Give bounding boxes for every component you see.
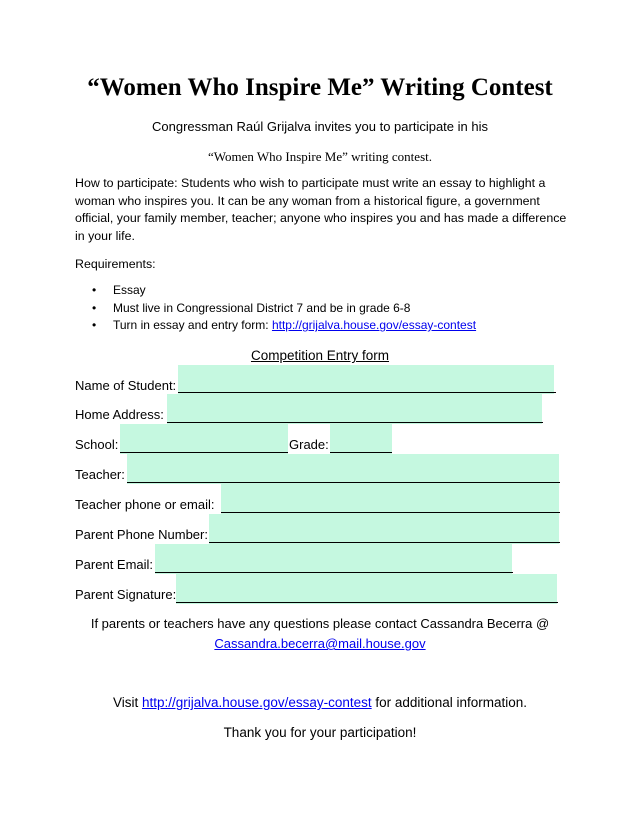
teacher-contact-field[interactable] xyxy=(221,484,559,514)
parent-phone-underline xyxy=(209,542,560,543)
parent-signature-label: Parent Signature: xyxy=(75,587,177,602)
list-item: • Must live in Congressional District 7 and be in grade 6-8 xyxy=(113,300,593,318)
school-field[interactable] xyxy=(120,424,288,454)
name-field[interactable] xyxy=(178,365,554,394)
grade-label: Grade: xyxy=(289,437,329,452)
parent-email-underline xyxy=(155,572,513,573)
visit-line: Visit http://grijalva.house.gov/essay-contest for additional information. xyxy=(113,695,527,710)
address-field[interactable] xyxy=(167,394,542,424)
requirements-label: Requirements: xyxy=(75,257,156,271)
teacher-underline xyxy=(127,482,560,483)
teacher-contact-underline xyxy=(221,512,560,513)
form-title: Competition Entry form xyxy=(250,348,390,363)
school-label: School: xyxy=(75,437,119,452)
essay-contest-link[interactable]: http://grijalva.house.gov/essay-contest xyxy=(271,318,477,333)
parent-email-label: Parent Email: xyxy=(75,557,154,572)
grade-field[interactable] xyxy=(330,424,392,454)
teacher-field[interactable] xyxy=(127,454,559,484)
contact-email-link[interactable]: Cassandra.becerra@mail.house.gov xyxy=(214,636,426,651)
address-label: Home Address: xyxy=(75,407,164,422)
bullet-icon: • xyxy=(92,283,97,297)
page-title: “Women Who Inspire Me” Writing Contest xyxy=(87,74,553,101)
requirements-list xyxy=(75,282,593,335)
contact-text: If parents or teachers have any questions please contact Cassandra Becerra @ xyxy=(90,616,550,631)
grade-underline xyxy=(330,452,392,453)
bullet-icon: • xyxy=(92,318,97,333)
parent-signature-underline xyxy=(176,602,558,603)
parent-signature-field[interactable] xyxy=(176,574,557,604)
parent-phone-label: Parent Phone Number: xyxy=(75,527,208,542)
how-to-participate: How to participate: Students who wish to participate must write an essay to highlight a woman who inspires you. It can be any woman from a historical figure, a government official, your family member, teacher; anyone who inspires you and has made a difference in your life. xyxy=(75,176,567,243)
teacher-contact-label: Teacher phone or email: xyxy=(75,497,215,512)
list-item: • Essay xyxy=(113,282,593,300)
contact-block xyxy=(0,614,640,654)
parent-phone-field[interactable] xyxy=(209,514,559,544)
address-underline xyxy=(167,422,543,423)
invite-line: Congressman Raúl Grijalva invites you to participate in his xyxy=(152,119,488,134)
visit-link[interactable]: http://grijalva.house.gov/essay-contest xyxy=(142,695,372,710)
list-item: • Turn in essay and entry form: http://grijalva.house.gov/essay-contest xyxy=(113,317,593,335)
name-label: Name of Student: xyxy=(75,378,177,393)
name-underline xyxy=(178,392,556,393)
contest-line: “Women Who Inspire Me” writing contest. xyxy=(208,149,432,164)
thanks-line: Thank you for your participation! xyxy=(223,725,417,740)
teacher-label: Teacher: xyxy=(75,467,125,482)
school-underline xyxy=(120,452,288,453)
parent-email-field[interactable] xyxy=(155,544,512,574)
bullet-icon: • xyxy=(92,300,97,315)
